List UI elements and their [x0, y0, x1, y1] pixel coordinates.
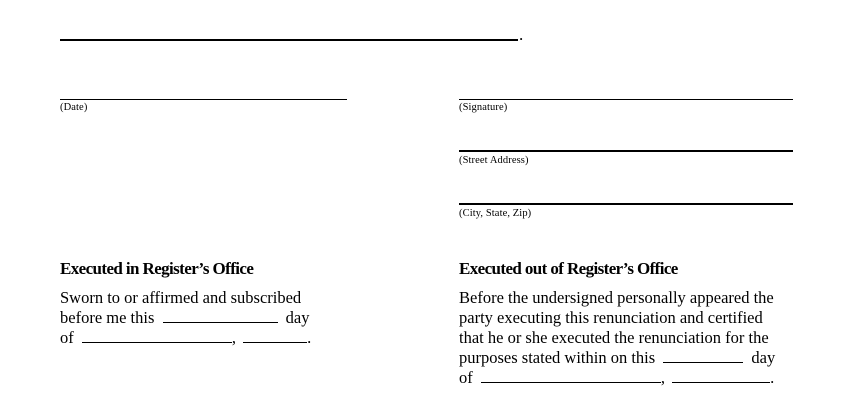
cut-off-top-text [0, 0, 850, 4]
top-blank-line[interactable] [60, 39, 518, 41]
right-line-4-post: day [751, 348, 776, 367]
left-line-1: Sworn to or affirmed and subscribed [60, 288, 302, 307]
right-day-blank[interactable] [663, 349, 743, 363]
right-line-4 [459, 348, 819, 368]
left-line-2 [60, 308, 380, 328]
left-section-heading: Executed in Register’s Office [60, 259, 254, 278]
right-line-2: party executing this renunciation and certified [459, 308, 763, 327]
right-section-body [459, 288, 819, 388]
right-month-blank[interactable] [481, 369, 661, 383]
top-period: . [519, 25, 524, 44]
right-line-5-pre: of [459, 368, 473, 387]
left-line-2-post: day [285, 308, 310, 327]
date-line[interactable] [60, 99, 347, 100]
right-year-blank[interactable] [672, 369, 770, 383]
street-address-caption: (Street Address) [459, 155, 529, 166]
right-line-5-comma: , [660, 368, 665, 387]
city-state-zip-caption: (City, State, Zip) [459, 208, 532, 219]
right-line-1: Before the undersigned personally appeared the [459, 288, 774, 307]
year-blank[interactable] [243, 329, 307, 343]
street-address-line[interactable] [459, 150, 793, 152]
signature-caption: (Signature) [459, 102, 508, 113]
right-line-5 [459, 368, 819, 388]
signature-line[interactable] [459, 99, 793, 100]
right-line-5-end: . [770, 368, 775, 387]
day-blank[interactable] [163, 309, 278, 323]
date-caption: (Date) [60, 102, 88, 113]
right-section-heading: Executed out of Register’s Office [459, 259, 678, 278]
right-line-4-pre: purposes stated within on this [459, 348, 656, 367]
left-line-3 [60, 328, 380, 348]
left-line-2-pre: before me this [60, 308, 155, 327]
left-line-3-end: . [307, 328, 312, 347]
right-line-3: that he or she executed the renunciation for the [459, 328, 769, 347]
left-line-3-comma: , [231, 328, 236, 347]
city-state-zip-line[interactable] [459, 203, 793, 205]
left-section-body [60, 288, 380, 348]
left-line-3-pre: of [60, 328, 74, 347]
month-blank[interactable] [82, 329, 232, 343]
